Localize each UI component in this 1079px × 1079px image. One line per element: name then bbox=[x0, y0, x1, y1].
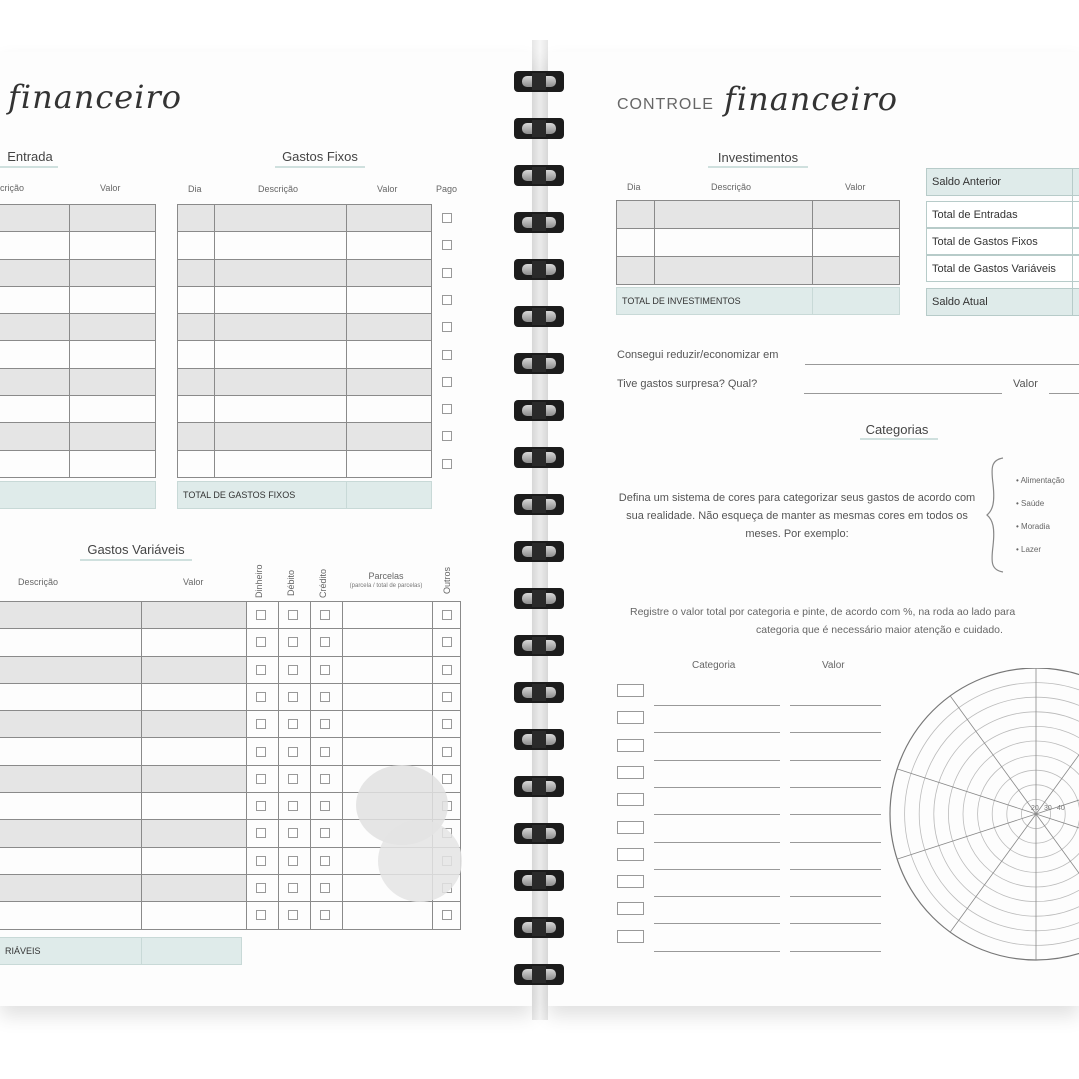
credito-checkbox[interactable] bbox=[320, 637, 330, 647]
investimentos-table[interactable] bbox=[616, 200, 900, 285]
dinheiro-checkbox[interactable] bbox=[256, 665, 266, 675]
gv-header-valor: Valor bbox=[183, 577, 204, 587]
category-color-box[interactable] bbox=[617, 793, 644, 806]
category-value-line[interactable] bbox=[790, 869, 881, 870]
debito-checkbox[interactable] bbox=[288, 801, 298, 811]
wheel-label-30: 30 bbox=[1044, 805, 1052, 812]
category-name-line[interactable] bbox=[654, 869, 780, 870]
pago-checkbox[interactable] bbox=[442, 377, 452, 387]
gastos-fixos-header-dia: Dia bbox=[188, 184, 202, 194]
gv-header-outros: Outros bbox=[442, 566, 452, 594]
category-color-box[interactable] bbox=[617, 684, 644, 697]
wheel-label-20: 20 bbox=[1031, 805, 1039, 812]
prompt-surprise-line[interactable] bbox=[804, 393, 1002, 394]
credito-checkbox[interactable] bbox=[320, 801, 330, 811]
credito-checkbox[interactable] bbox=[320, 774, 330, 784]
left-page-title: financeiro bbox=[8, 78, 183, 116]
categorias-col-categoria: Categoria bbox=[692, 660, 736, 671]
dinheiro-checkbox[interactable] bbox=[256, 692, 266, 702]
entrada-title: Entrada bbox=[7, 149, 53, 164]
gastos-variaveis-title: Gastos Variáveis bbox=[87, 542, 185, 557]
credito-checkbox[interactable] bbox=[320, 692, 330, 702]
outros-checkbox[interactable] bbox=[442, 719, 452, 729]
investimentos-total-band bbox=[616, 287, 900, 315]
categorias-title: Categorias bbox=[865, 422, 929, 437]
gastos-variaveis-total-label: RIÁVEIS bbox=[5, 946, 41, 956]
gastos-variaveis-total-band bbox=[0, 937, 242, 965]
category-value-line[interactable] bbox=[790, 951, 881, 952]
gastos-fixos-header-pago: Pago bbox=[436, 184, 458, 194]
gastos-variaveis-total-divider bbox=[141, 937, 142, 965]
category-value-line[interactable] bbox=[790, 787, 881, 788]
spiral-coil-icon bbox=[514, 70, 564, 93]
spiral-coil-icon bbox=[514, 728, 564, 751]
pago-checkbox[interactable] bbox=[442, 431, 452, 441]
summary-total-gastos-fixos-label: Total de Gastos Fixos bbox=[932, 235, 1038, 248]
debito-checkbox[interactable] bbox=[288, 637, 298, 647]
category-name-line[interactable] bbox=[654, 814, 780, 815]
pago-checkbox[interactable] bbox=[442, 213, 452, 223]
dinheiro-checkbox[interactable] bbox=[256, 856, 266, 866]
gastos-fixos-header-descricao: Descrição bbox=[258, 184, 299, 194]
spiral-coil-icon bbox=[514, 211, 564, 234]
spiral-coil-icon bbox=[514, 869, 564, 892]
inv-header-valor: Valor bbox=[845, 182, 866, 192]
wheel-ring bbox=[978, 756, 1079, 873]
categorias-instruction-1: Registre o valor total por categoria e pinte, de acordo com %, na roda ao lado para bbox=[630, 606, 1016, 618]
debito-checkbox[interactable] bbox=[288, 747, 298, 757]
prompt-valor-line[interactable] bbox=[1049, 393, 1079, 394]
spiral-coil-icon bbox=[514, 305, 564, 328]
dinheiro-checkbox[interactable] bbox=[256, 883, 266, 893]
category-color-box[interactable] bbox=[617, 875, 644, 888]
category-wheel[interactable] bbox=[888, 668, 1079, 962]
category-name-line[interactable] bbox=[654, 951, 780, 952]
category-color-box[interactable] bbox=[617, 711, 644, 724]
gastos-fixos-title: Gastos Fixos bbox=[282, 149, 358, 164]
credito-checkbox[interactable] bbox=[320, 610, 330, 620]
investimentos-underline bbox=[708, 166, 808, 168]
categorias-col-valor: Valor bbox=[822, 660, 845, 671]
entrada-header-valor: Valor bbox=[100, 183, 121, 193]
spiral-coil-icon bbox=[514, 681, 564, 704]
right-page-title-caps: CONTROLE bbox=[617, 96, 714, 113]
category-name-line[interactable] bbox=[654, 705, 780, 706]
spiral-coil-icon bbox=[514, 822, 564, 845]
entrada-header-descricao: crição bbox=[0, 183, 25, 193]
category-value-line[interactable] bbox=[790, 923, 881, 924]
spiral-coil-icon bbox=[514, 117, 564, 140]
wheel-spoke bbox=[1036, 696, 1079, 814]
categorias-underline bbox=[860, 438, 938, 440]
summary-saldo-atual-label: Saldo Atual bbox=[932, 296, 988, 308]
entrada-total-band bbox=[0, 481, 156, 509]
spiral-coil-icon bbox=[514, 164, 564, 187]
spiral-coil-icon bbox=[514, 916, 564, 939]
category-name-line[interactable] bbox=[654, 923, 780, 924]
pago-checkbox[interactable] bbox=[442, 459, 452, 469]
wheel-label-40: 40 bbox=[1057, 805, 1065, 812]
debito-checkbox[interactable] bbox=[288, 610, 298, 620]
pago-checkbox[interactable] bbox=[442, 404, 452, 414]
gastos-fixos-underline bbox=[275, 166, 365, 168]
category-value-line[interactable] bbox=[790, 705, 881, 706]
outros-checkbox[interactable] bbox=[442, 665, 452, 675]
summary-saldo-anterior[interactable] bbox=[926, 168, 1079, 196]
prompt-surprise: Tive gastos surpresa? Qual? bbox=[617, 378, 758, 390]
debito-checkbox[interactable] bbox=[288, 665, 298, 675]
summary-total-gastos-variaveis-label: Total de Gastos Variáveis bbox=[932, 262, 1056, 275]
prompt-reduce-line[interactable] bbox=[805, 364, 1079, 365]
category-name-line[interactable] bbox=[654, 842, 780, 843]
gastos-fixos-table[interactable] bbox=[177, 204, 432, 478]
right-page-title-script: financeiro bbox=[724, 80, 899, 118]
category-color-box[interactable] bbox=[617, 821, 644, 834]
investimentos-total-divider bbox=[812, 287, 813, 315]
category-name-line[interactable] bbox=[654, 760, 780, 761]
summary-total-entradas-label: Total de Entradas bbox=[932, 208, 1018, 221]
gv-header-parcelas: Parcelas bbox=[368, 571, 404, 581]
dinheiro-checkbox[interactable] bbox=[256, 610, 266, 620]
gastos-fixos-total-band bbox=[177, 481, 432, 509]
summary-divider bbox=[1072, 168, 1073, 316]
gastos-variaveis-underline bbox=[80, 559, 192, 561]
spiral-coil-icon bbox=[514, 446, 564, 469]
category-wheel-rings bbox=[890, 668, 1079, 960]
outros-checkbox[interactable] bbox=[442, 692, 452, 702]
investimentos-total-label: TOTAL DE INVESTIMENTOS bbox=[622, 296, 741, 306]
categorias-instruction-2: categoria que é necessário maior atenção e cuidado. bbox=[756, 624, 1003, 636]
category-name-line[interactable] bbox=[654, 896, 780, 897]
summary-total-gastos-fixos[interactable] bbox=[926, 228, 1079, 255]
gv-header-credito: Crédito bbox=[318, 568, 328, 598]
category-name-line[interactable] bbox=[654, 732, 780, 733]
credito-checkbox[interactable] bbox=[320, 665, 330, 675]
spiral-coil-icon bbox=[514, 963, 564, 986]
category-example-4: • Lazer bbox=[1016, 545, 1042, 554]
outros-checkbox[interactable] bbox=[442, 637, 452, 647]
category-value-line[interactable] bbox=[790, 760, 881, 761]
credito-checkbox[interactable] bbox=[320, 747, 330, 757]
dinheiro-checkbox[interactable] bbox=[256, 828, 266, 838]
sticker-blob-icon bbox=[378, 820, 462, 902]
wheel-spoke bbox=[950, 814, 1036, 932]
inv-header-descricao: Descrição bbox=[711, 182, 752, 192]
spiral-coil-icon bbox=[514, 493, 564, 516]
category-color-box[interactable] bbox=[617, 766, 644, 779]
debito-checkbox[interactable] bbox=[288, 883, 298, 893]
credito-checkbox[interactable] bbox=[320, 910, 330, 920]
debito-checkbox[interactable] bbox=[288, 774, 298, 784]
pago-checkbox[interactable] bbox=[442, 295, 452, 305]
category-color-box[interactable] bbox=[617, 739, 644, 752]
spiral-coil-icon bbox=[514, 775, 564, 798]
category-value-line[interactable] bbox=[790, 814, 881, 815]
debito-checkbox[interactable] bbox=[288, 856, 298, 866]
dinheiro-checkbox[interactable] bbox=[256, 719, 266, 729]
category-example-2: • Saúde bbox=[1016, 499, 1045, 508]
summary-saldo-atual[interactable] bbox=[926, 288, 1079, 316]
outros-checkbox[interactable] bbox=[442, 747, 452, 757]
spiral-coil-icon bbox=[514, 587, 564, 610]
dinheiro-checkbox[interactable] bbox=[256, 801, 266, 811]
pago-checkbox[interactable] bbox=[442, 268, 452, 278]
credito-checkbox[interactable] bbox=[320, 828, 330, 838]
debito-checkbox[interactable] bbox=[288, 910, 298, 920]
curly-brace-icon bbox=[985, 456, 1007, 574]
summary-total-gastos-variaveis[interactable] bbox=[926, 255, 1079, 282]
gastos-fixos-header-valor: Valor bbox=[377, 184, 398, 194]
category-value-line[interactable] bbox=[790, 732, 881, 733]
category-example-1: • Alimentação bbox=[1016, 476, 1065, 485]
category-value-line[interactable] bbox=[790, 896, 881, 897]
spiral-coil-icon bbox=[514, 258, 564, 281]
category-example-3: • Moradia bbox=[1016, 522, 1050, 531]
spiral-coil-icon bbox=[514, 634, 564, 657]
prompt-reduce: Consegui reduzir/economizar em bbox=[617, 349, 779, 361]
gv-header-debito: Débito bbox=[286, 569, 296, 596]
dinheiro-checkbox[interactable] bbox=[256, 637, 266, 647]
credito-checkbox[interactable] bbox=[320, 883, 330, 893]
summary-total-entradas[interactable] bbox=[926, 201, 1079, 228]
category-value-line[interactable] bbox=[790, 842, 881, 843]
spiral-coil-icon bbox=[514, 399, 564, 422]
outros-checkbox[interactable] bbox=[442, 910, 452, 920]
categorias-description: Defina um sistema de cores para categorizar seus gastos de acordo com sua realidade. Não esqueça de manter as mesmas cores em todos os meses. Por exemplo: bbox=[618, 492, 976, 540]
pago-checkbox[interactable] bbox=[442, 240, 452, 250]
outros-checkbox[interactable] bbox=[442, 774, 452, 784]
dinheiro-checkbox[interactable] bbox=[256, 910, 266, 920]
debito-checkbox[interactable] bbox=[288, 692, 298, 702]
credito-checkbox[interactable] bbox=[320, 719, 330, 729]
inv-header-dia: Dia bbox=[627, 182, 641, 192]
gv-header-parcelas-sub: (parcela / total de parcelas) bbox=[349, 583, 423, 589]
gastos-fixos-total-divider bbox=[346, 481, 347, 509]
dinheiro-checkbox[interactable] bbox=[256, 747, 266, 757]
wheel-spoke bbox=[950, 696, 1036, 814]
gastos-fixos-total-label: TOTAL DE GASTOS FIXOS bbox=[183, 490, 296, 500]
outros-checkbox[interactable] bbox=[442, 610, 452, 620]
spiral-coil-icon bbox=[514, 540, 564, 563]
wheel-spoke bbox=[1036, 814, 1079, 932]
summary-saldo-anterior-label: Saldo Anterior bbox=[932, 176, 1002, 188]
gv-header-dinheiro: Dinheiro bbox=[254, 564, 264, 598]
debito-checkbox[interactable] bbox=[288, 719, 298, 729]
pago-checkbox[interactable] bbox=[442, 350, 452, 360]
category-color-box[interactable] bbox=[617, 848, 644, 861]
category-color-box[interactable] bbox=[617, 902, 644, 915]
investimentos-title: Investimentos bbox=[717, 150, 799, 165]
wheel-ring bbox=[919, 697, 1079, 931]
gv-header-descricao: Descrição bbox=[18, 577, 59, 587]
entrada-table[interactable] bbox=[0, 204, 156, 478]
pago-checkbox[interactable] bbox=[442, 322, 452, 332]
prompt-valor-label: Valor bbox=[1013, 378, 1038, 390]
wheel-ring bbox=[948, 726, 1079, 901]
category-name-line[interactable] bbox=[654, 787, 780, 788]
entrada-underline bbox=[0, 166, 58, 168]
credito-checkbox[interactable] bbox=[320, 856, 330, 866]
debito-checkbox[interactable] bbox=[288, 828, 298, 838]
spiral-coil-icon bbox=[514, 352, 564, 375]
dinheiro-checkbox[interactable] bbox=[256, 774, 266, 784]
category-color-box[interactable] bbox=[617, 930, 644, 943]
